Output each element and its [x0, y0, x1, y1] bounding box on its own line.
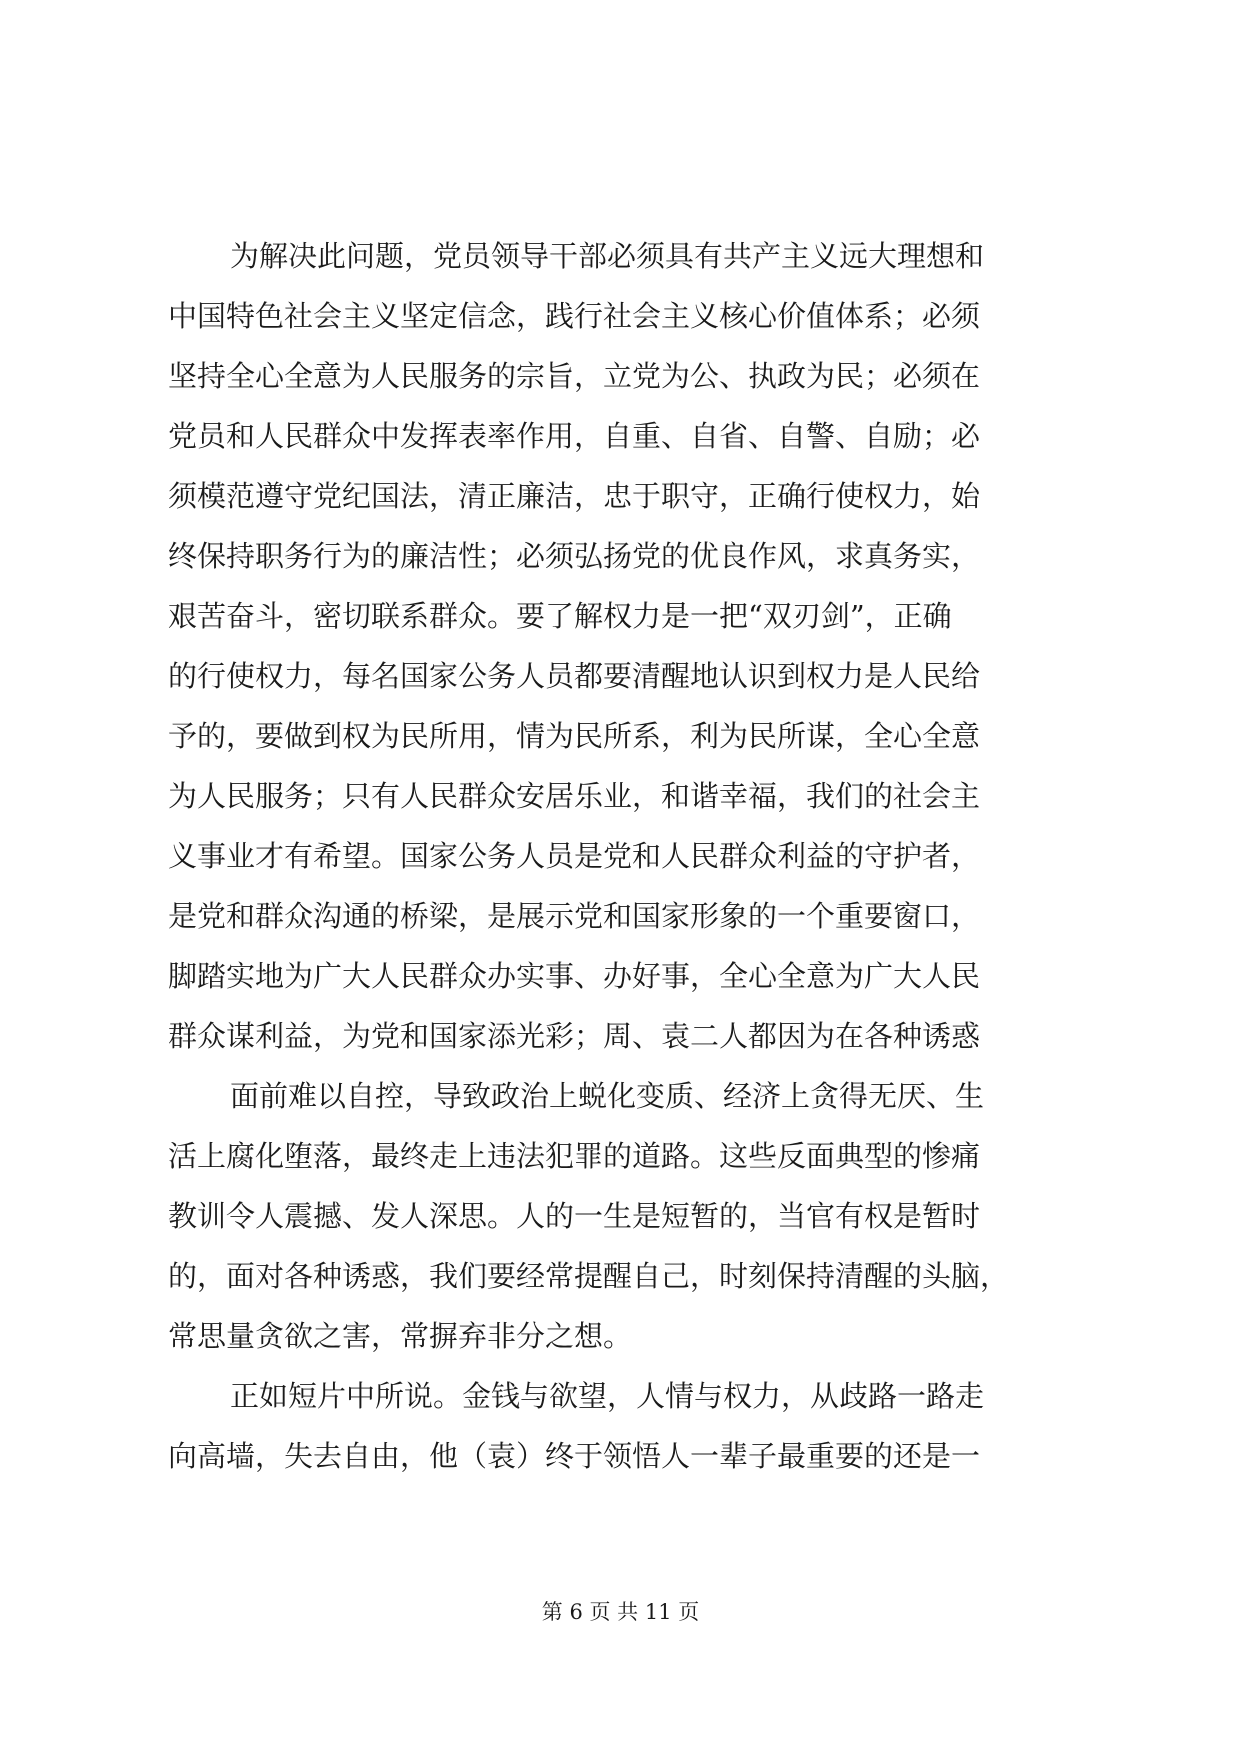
paragraph-line: 坚持全心全意为人民服务的宗旨，立党为公、执政为民；必须在	[168, 359, 981, 393]
paragraph-line: 中国特色社会主义坚定信念，践行社会主义核心价值体系；必须	[168, 299, 981, 333]
paragraph-line: 常思量贪欲之害，常摒弃非分之想。	[168, 1319, 633, 1353]
paragraph-line: 是党和群众沟通的桥梁，是展示党和国家形象的一个重要窗口，	[168, 899, 981, 933]
paragraph-line: 正如短片中所说。金钱与欲望，人情与权力，从歧路一路走	[230, 1379, 985, 1413]
paragraph-line: 面前难以自控，导致政治上蜕化变质、经济上贪得无厌、生	[230, 1079, 985, 1113]
paragraph-line: 群众谋利益，为党和国家添光彩；周、袁二人都因为在各种诱惑	[168, 1019, 981, 1053]
paragraph-line: 义事业才有希望。国家公务人员是党和人民群众利益的守护者，	[168, 839, 981, 873]
paragraph-line: 为解决此问题，党员领导干部必须具有共产主义远大理想和	[230, 239, 985, 273]
paragraph-line: 脚踏实地为广大人民群众办实事、办好事，全心全意为广大人民	[168, 959, 981, 993]
paragraph-line: 的行使权力，每名国家公务人员都要清醒地认识到权力是人民给	[168, 659, 981, 693]
paragraph-line: 艰苦奋斗，密切联系群众。要了解权力是一把“双刃剑”，正确	[168, 599, 952, 633]
paragraph-line: 党员和人民群众中发挥表率作用，自重、自省、自警、自励；必	[168, 419, 981, 453]
paragraph-line: 的，面对各种诱惑，我们要经常提醒自己，时刻保持清醒的头脑，	[168, 1259, 1010, 1293]
document-body	[168, 226, 1088, 1486]
page-number-footer: 第 6 页 共 11 页	[541, 1600, 700, 1624]
paragraph-line: 活上腐化堕落，最终走上违法犯罪的道路。这些反面典型的惨痛	[168, 1139, 981, 1173]
paragraph-line: 为人民服务；只有人民群众安居乐业，和谐幸福，我们的社会主	[168, 779, 981, 813]
paragraph-line: 须模范遵守党纪国法，清正廉洁，忠于职守，正确行使权力，始	[168, 479, 981, 513]
paragraph-line: 予的，要做到权为民所用，情为民所系，利为民所谋，全心全意	[168, 719, 981, 753]
paragraph-line: 教训令人震撼、发人深思。人的一生是短暂的，当官有权是暂时	[168, 1199, 981, 1233]
paragraph-line: 向高墙，失去自由，他（袁）终于领悟人一辈子最重要的还是一	[168, 1439, 981, 1473]
paragraph-line: 终保持职务行为的廉洁性；必须弘扬党的优良作风，求真务实，	[168, 539, 981, 573]
